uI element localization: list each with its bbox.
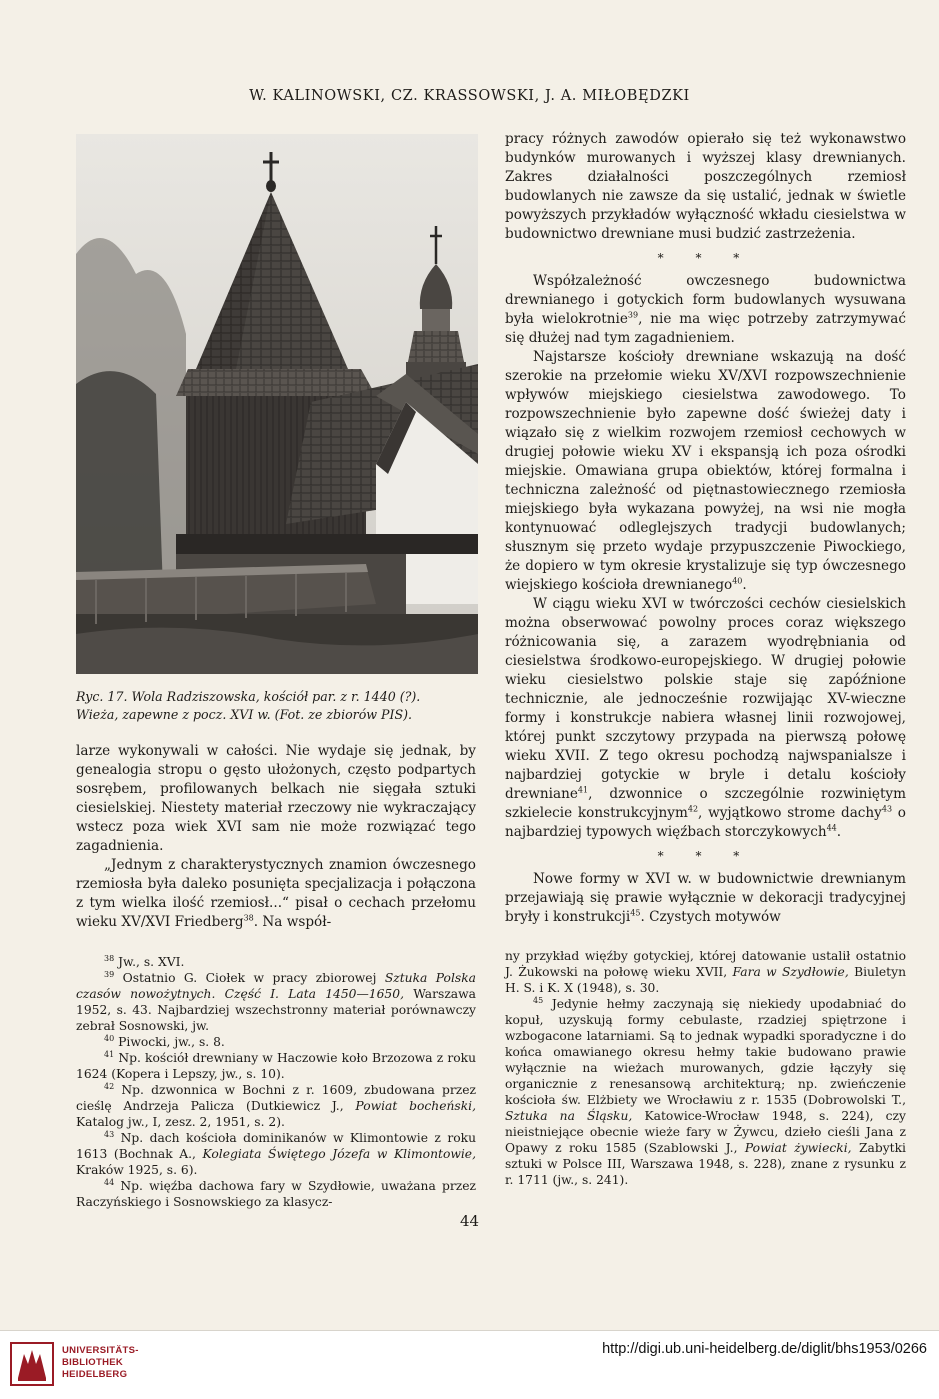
footnote-43: $^{43}$ Np. dach kościoła dominikanów w Klimontowie z roku 1613 (Bochnak A., Kolegiata Świętego Józefa w Klimontowie, Kraków 1925, s. 6). <box>76 1129 476 1177</box>
library-name-line-3: HEIDELBERG <box>62 1369 128 1380</box>
footnote-44-continued: ny przykład więźby gotyckiej, której datowanie ustalił ostatnio J. Żukowski na połowę wieku XVII, Fara w Szydłowie, Biuletyn H. S. i K. X (1948), s. 30. <box>505 949 906 995</box>
left-paragraph-1: larze wykonywali w całości. Nie wydaje się jednak, by genealogia stropu o gęsto ułożonych, często podpartych sosrębem, profilowanych belkach nie sięgała sztuki ciesielskiej. Niestety materiał rzeczowy nie wykraczający wstecz poza wiek XVI sam nie może rozwiązać tego zagadnienia. <box>76 743 476 854</box>
church-photograph <box>76 134 478 674</box>
library-name-line-1: UNIVERSITÄTS- <box>62 1345 139 1356</box>
footnote-40: $^{40}$ Piwocki, jw., s. 8. <box>104 1033 225 1049</box>
footnote-44: $^{44}$ Np. więźba dachowa fary w Szydłowie, uważana przez Raczyńskiego i Sosnowskiego za klasycz- <box>76 1177 476 1209</box>
caption-line-1: Ryc. 17. Wola Radziszowska, kościół par. z r. 1440 (?). <box>76 689 421 704</box>
right-paragraph-2: Najstarsze kościoły drewniane wskazują na dość szerokie na przełomie wieku XV/XVI rozpowszechnienie wpływów miejskiego ciesielstwa zawodowego. To rozpowszechnienie było zapewne dość świeżej daty i wiązało się z wielkim rozwojem rzemiosł cechowych w drugiej połowie wieku XV i ekspansją ich poza ośrodki miejskie. Omawiana grupa obiektów, której formalna i techniczna zależność od piętnastowiecznego rzemiosła miejskiego była wykazana powyżej, na wsi nie mogła kontynuować odleglejszych tradycji budowlanych; słusznym się przeto wydaje przypuszczenie Piwockiego, że dopiero w tym okresie krystalizuje się typ ówczesnego wiejskiego kościoła drewnianego$^{40}$. <box>505 349 906 593</box>
running-title: W. KALINOWSKI, CZ. KRASSOWSKI, J. A. MIŁOBĘDZKI <box>249 88 690 104</box>
footnote-45: $^{45}$ Jedynie hełmy zaczynają się niekiedy upodabniać do kopuł, uzyskują formy cebulaste, rzadziej spiętrzone i wzbogacone latarniami. Są to jednak wypadki sporadyczne i do końca omawianego okresu hełmy takie budowano prawie wyłącznie na wieżach murowanych, gdzie łączyły się organicznie z renesansową architekturą; np. zwieńczenie kościoła św. Elżbiety we Wrocławiu z r. 1535 (Dobrowolski T., Sztuka na Śląsku, Katowice-Wrocław 1948, s. 224), czy nieistniejące obecnie wieże fary w Żywcu, dzieło cieśli Jana z Opawy z roku 1585 (Szablowski J., Powiat żywiecki, Zabytki sztuki w Polsce III, Warszawa 1948, s. 228), znane z rysunku z r. 1711 (jw., s. 241). <box>505 995 906 1187</box>
right-paragraph-1: Współzależność owczesnego budownictwa drewnianego i gotyckich form budowlanych wysuwana była wielokrotnie$^{39}$, nie ma więc potrzeby zatrzymywać się dłużej nad tym zagadnieniem. <box>505 273 906 346</box>
right-column-text <box>505 130 906 927</box>
right-paragraph-3: W ciągu wieku XVI w twórczości cechów ciesielskich można obserwować powolny proces coraz większego różnicowania się, a zarazem wyodrębniania od ciesielstwa środkowo-europejskiego. W drugiej połowie wieku ciesielstwo polskie staje się zapóźnione technicznie, ale jednocześnie rozwijając XV-wieczne formy i konstrukcje nabiera własnej linii rozwojowej, której punkt szczytowy przypada na pierwszą połowę wieku XVII. Z tego okresu pochodzą najwspanialsze i najbardziej gotyckie w bryle i detalu kościoły drewniane$^{41}$, dzwonnice o szczególnie rozwiniętym szkielecie konstrukcyjnym$^{42}$, wyjątkowo strome dachy$^{43}$ o najbardziej typowych więźbach storczykowych$^{44}$. <box>505 596 906 840</box>
figure-caption <box>76 688 478 724</box>
library-name-line-2: BIBLIOTHEK <box>62 1357 124 1368</box>
right-paragraph-0: pracy różnych zawodów opierało się też wykonawstwo budynków murowanych i wyższej klasy drewnianych. Zakres działalności poszczególnych rzemiosł budowlanych nie zawsze da się ustalić, jednak w świetle powyższych przykładów wyłączność wkładu ciesielstwa w budownictwo drewniane musi budzić zastrzeżenia. <box>505 131 906 242</box>
footnote-39: $^{39}$ Ostatnio G. Ciołek w pracy zbiorowej Sztuka Polska czasów nowożytnych. Część I. Lata 1450—1650, Warszawa 1952, s. 43. Najbardziej wszechstronny materiał porównawczy zebrał Sosnowski, jw. <box>76 969 476 1033</box>
footnote-41: $^{41}$ Np. kościół drewniany w Haczowie koło Brzozowa z roku 1624 (Kopera i Lepszy, jw., s. 10). <box>76 1049 476 1081</box>
church-photo-image <box>76 134 478 674</box>
section-divider-stars-2: * * * <box>657 849 754 863</box>
left-paragraph-2: „Jednym z charakterystycznych znamion ówczesnego rzemiosła była daleko posunięta specjalizacja i połączona z tym wielka ilość rzemiosł...“ pisał o cechach przełomu wieku XV/XVI Friedberg$^{38}$. Na współ- <box>76 857 476 930</box>
footnotes-right <box>505 948 906 1188</box>
caption-line-2: Wieża, zapewne z pocz. XVI w. (Fot. ze zbiorów PIS). <box>76 707 413 722</box>
page-number: 44 <box>459 1212 480 1230</box>
section-divider-stars: * * * <box>657 251 754 265</box>
footnote-42: $^{42}$ Np. dzwonnica w Bochni z r. 1609, zbudowana przez cieślę Andrzeja Palicza (Dutkiewicz J., Powiat bocheński, Katalog jw., I, zesz. 2, 1951, s. 2). <box>76 1081 477 1129</box>
footnote-38: $^{38}$ Jw., s. XVI. <box>104 953 185 969</box>
permalink-url[interactable]: http://digi.ub.uni-heidelberg.de/diglit/bhs1953/0266 <box>602 1341 927 1357</box>
left-column-text <box>76 742 476 932</box>
heidelberg-library-logo-icon <box>10 1342 54 1386</box>
library-name <box>62 1345 182 1381</box>
footnotes-left <box>76 954 476 1210</box>
right-paragraph-4: Nowe formy w XVI w. w budownictwie drewnianym przejawiają się prawie wyłącznie w dekoracji tradycyjnej bryły i konstrukcji$^{45}$. Czystych motywów <box>505 871 906 925</box>
